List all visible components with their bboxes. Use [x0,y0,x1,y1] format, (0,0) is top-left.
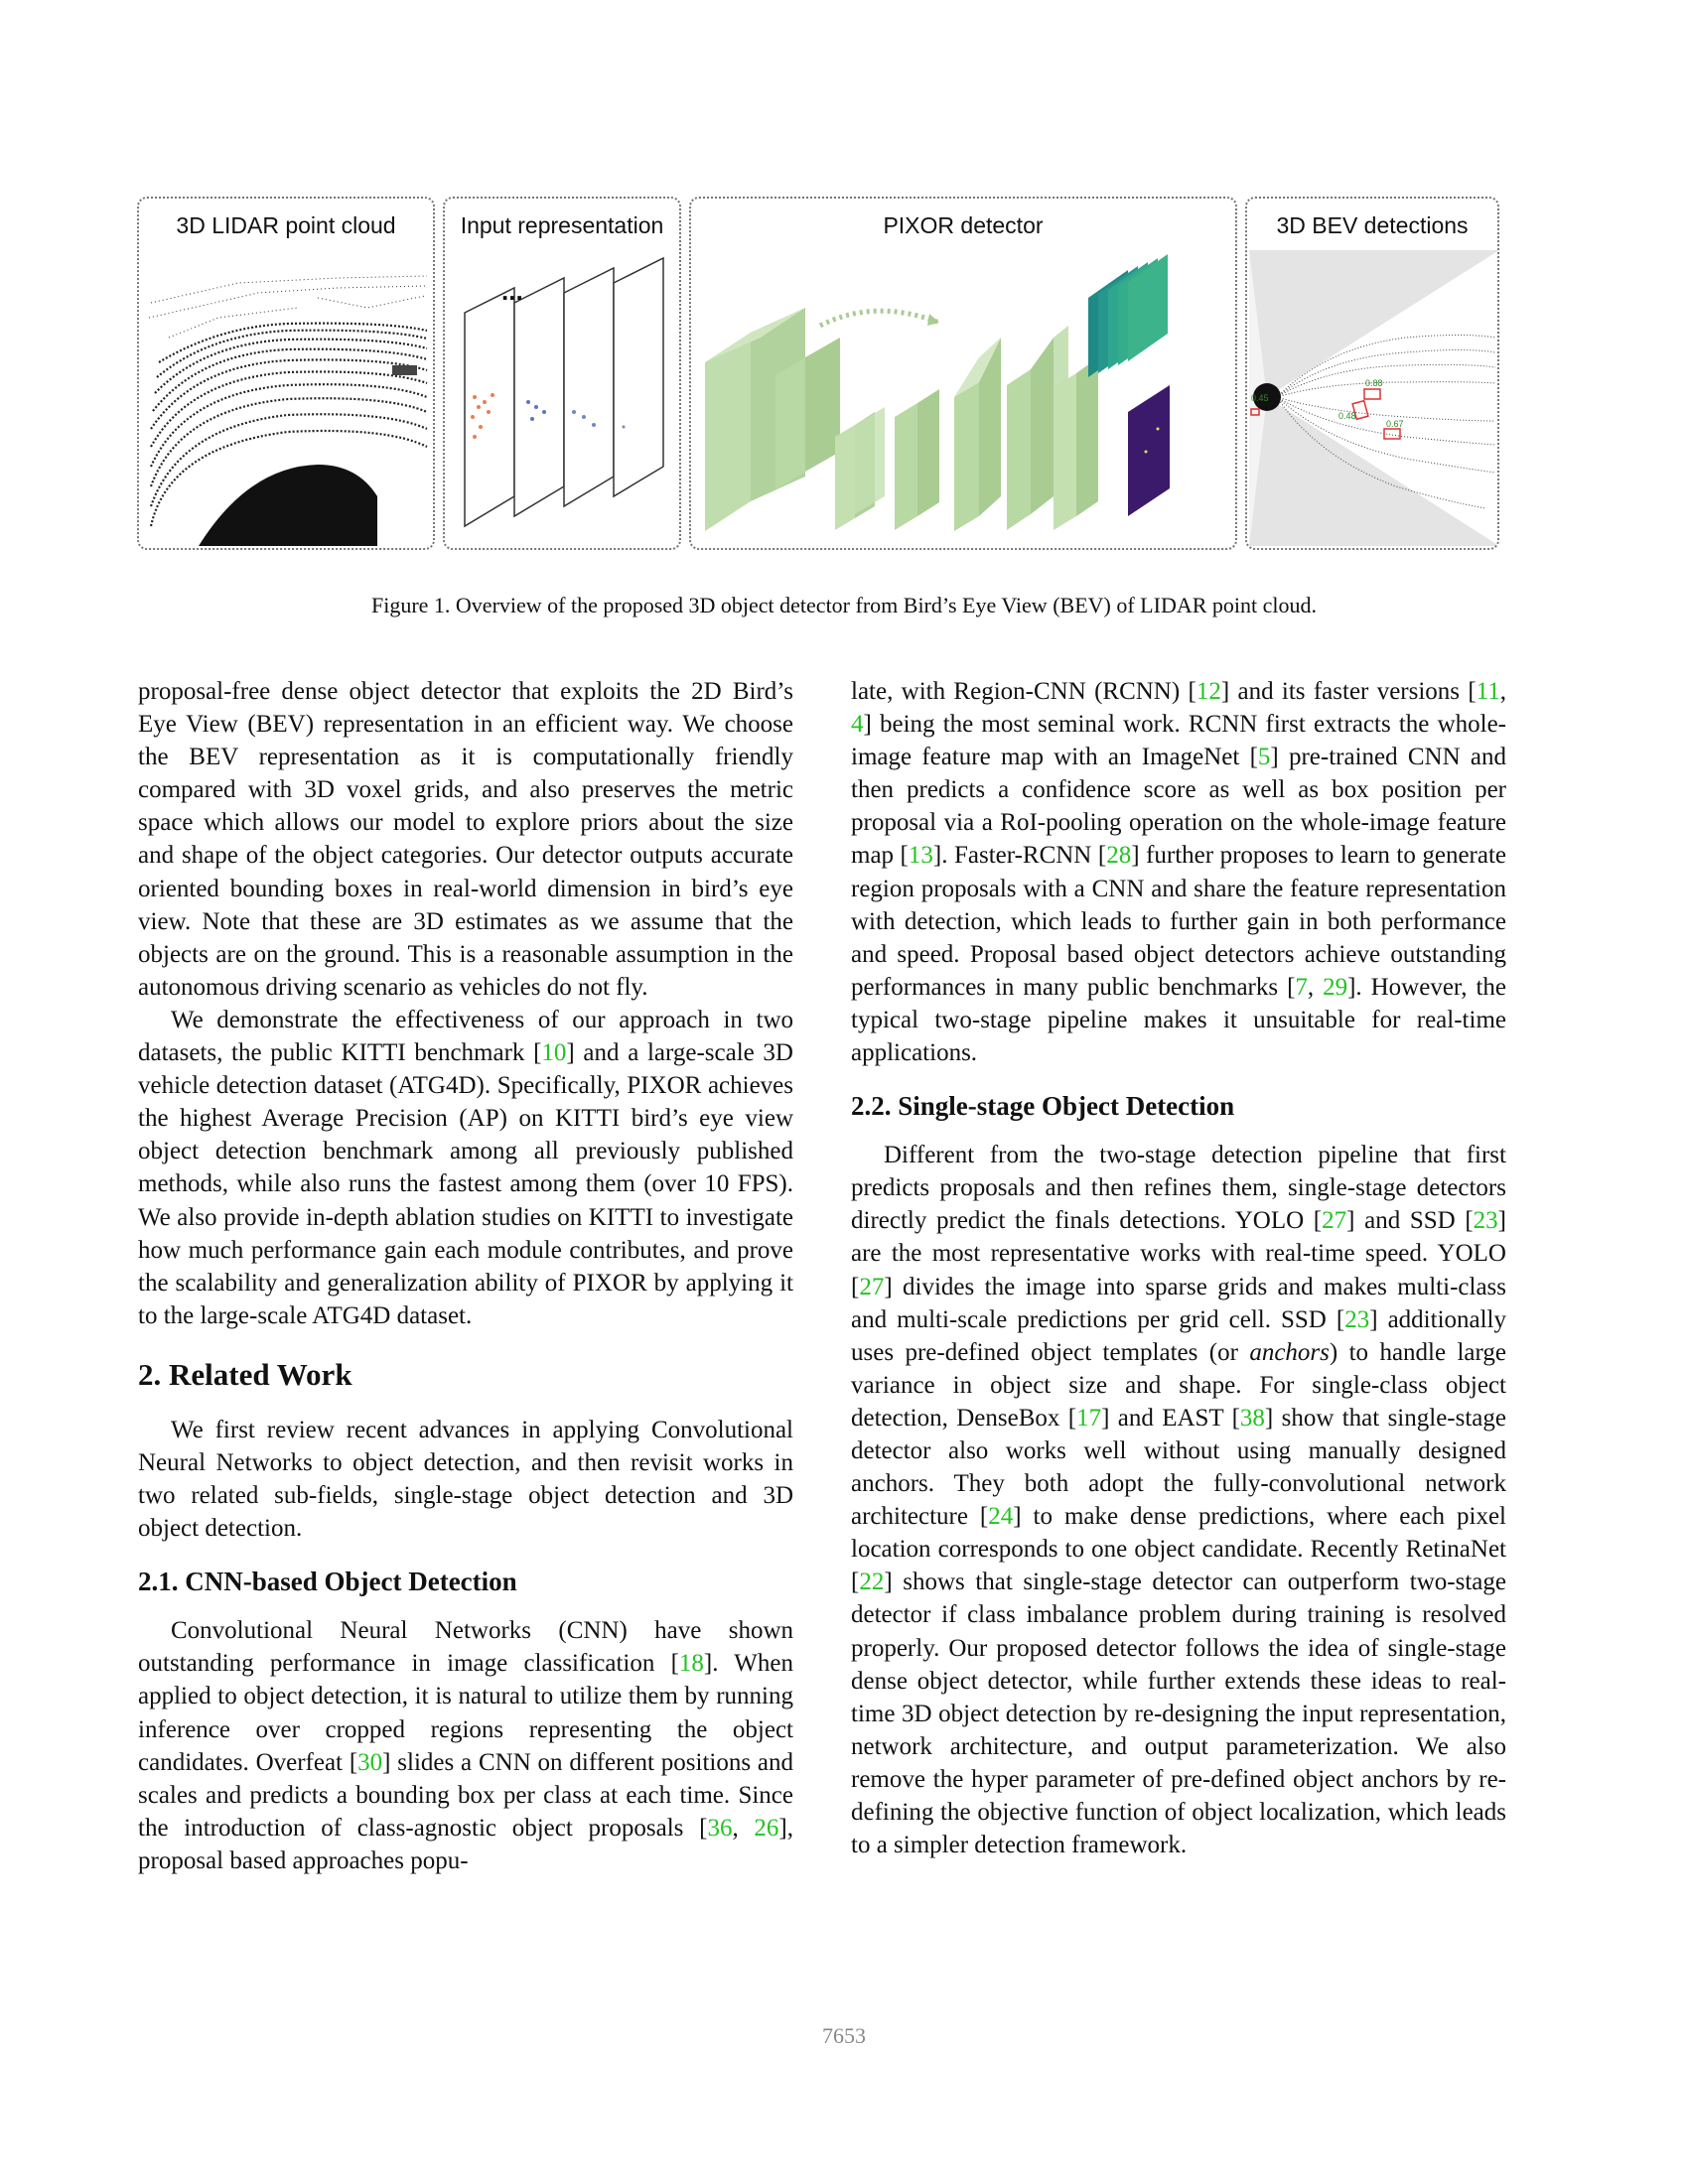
overview-figure [137,197,1499,554]
citation-link[interactable]: 10 [541,1039,567,1067]
citation-link[interactable]: 11 [1476,678,1500,705]
citation-link[interactable]: 23 [1473,1207,1498,1235]
lidar-point-cloud-image [139,199,435,550]
figure-caption: Figure 1. Overview of the proposed 3D object detector from Bird’s Eye View (BEV) of LIDAR point cloud. [370,593,1317,617]
page-number: 7653 [822,2023,866,2048]
right-column [851,675,1506,1861]
citation-link[interactable]: 22 [859,1569,885,1596]
citation-link[interactable]: 36 [707,1814,733,1842]
left-column [138,675,793,1877]
paragraph: proposal-free dense object detector that exploits the 2D Bird’s Eye View (BEV) representation in an efficient way. We choose the BEV representation as it is computationally friendly compared with 3D voxel grids, and also preserves the metric space which allows our model to explore priors about the size and shape of the object categories. Our detector outputs accurate oriented bounding boxes in real-world dimension in bird’s eye view. Note that these are 3D estimates as we assume that the objects are on the ground. This is a reasonable assumption in the autonomous driving scenario as vehicles do not fly. [138,678,793,1001]
cnn-feature-blocks [705,308,1098,531]
paragraph: Different from the two-stage detection pipeline that first predicts proposals and then refines them, single-stage detectors directly predict the finals detections. YOLO [27] and SSD [23] are the most representative works with real-time speed. YOLO [27] divides the image into sparse grids and makes multi-class and multi-scale predictions per grid cell. SSD [23] additionally uses pre-defined object templates (or anchors) to handle large variance in object size and shape. For single-class object detection, DenseBox [17] and EAST [38] show that single-stage detector also works well without using manually designed anchors. They both adopt the fully-convolutional network architecture [24] to make dense predictions, where each pixel location corresponds to one object candidate. Recently RetinaNet [22] shows that single-stage detector can outperform two-stage detector if class imbalance problem during training is resolved properly. Our proposed detector follows the idea of single-stage dense object detector, while further extends these ideas to real-time 3D object detection by re-designing the input representation, network architecture, and output parameterization. We also remove the hyper parameter of pre-defined object anchors by re-defining the objective function of object localization, which leads to a simpler detection framework. [851,1142,1507,1859]
lidar-panel [137,197,435,550]
citation-link[interactable]: 30 [357,1748,383,1776]
regression-output-maps [1088,254,1168,377]
citation-link[interactable]: 26 [754,1814,779,1842]
detections-image [1247,199,1499,550]
classification-output-map [1128,385,1170,516]
citation-link[interactable]: 23 [1344,1305,1370,1333]
score-label: 0.48 [1338,411,1356,421]
bev-detections-panel [1245,197,1499,550]
bev-slices-image [445,199,681,550]
citation-link[interactable]: 5 [1257,744,1271,771]
citation-link[interactable]: 29 [1323,973,1348,1001]
score-label: 0.88 [1365,378,1383,388]
citation-link[interactable]: 28 [1106,842,1132,870]
pixor-detector-panel [689,197,1237,550]
subsection-heading: 2.1. CNN-based Object Detection [138,1567,517,1597]
pixor-panel-title: PIXOR detector [883,212,1044,238]
paragraph: We demonstrate the effectiveness of our approach in two datasets, the public KITTI benchmark [10] and a large-scale 3D vehicle detection dataset (ATG4D). Specifically, PIXOR achieves the highest Average Precision (AP) on KITTI bird’s eye view object detection benchmark among all previously published methods, while also runs the fastest among them (over 10 FPS). We also provide in-depth ablation studies on KITTI to investigate how much performance gain each module contributes, and prove the scalability and generalization ability of PIXOR by applying it to the large-scale ATG4D dataset. [138,1006,793,1329]
network-architecture-diagram [691,199,1237,550]
paragraph: late, with Region-CNN (RCNN) [12] and its faster versions [11, 4] being the most seminal work. RCNN first extracts the whole-image feature map with an ImageNet [5] pre-trained CNN and then predicts a confidence score as well as box position per proposal via a RoI-pooling operation on the whole-image feature map [13]. Faster-RCNN [28] further proposes to learn to generate region proposals with a CNN and share the feature representation with detection, which leads to further gain in both performance and speed. Proposal based object detectors achieve outstanding performances in many public benchmarks [7, 29]. However, the typical two-stage pipeline makes it unsuitable for real-time applications. [851,678,1507,1067]
paragraph: We first review recent advances in applying Convolutional Neural Networks to object detection, and then revisit works in two related sub-fields, single-stage object detection and 3D object detection. [138,1416,793,1543]
paragraph: Convolutional Neural Networks (CNN) have shown outstanding performance in image classification [18]. When applied to object detection, it is natural to utilize them by running inference over cropped regions representing the object candidates. Overfeat [30] slides a CNN on different positions and scales and predicts a bounding box per class at each time. Since the introduction of class-agnostic object proposals [36, 26], proposal based approaches popu- [138,1617,793,1874]
citation-link[interactable]: 13 [908,842,933,870]
score-label: 0.67 [1386,419,1404,429]
citation-link[interactable]: 4 [851,711,864,739]
citation-link[interactable]: 17 [1076,1404,1102,1432]
score-label: 0.45 [1251,393,1269,403]
section-heading: 2. Related Work [138,1356,352,1392]
citation-link[interactable]: 24 [988,1503,1014,1531]
detections-panel-title: 3D BEV detections [1276,212,1469,238]
more-slices-ellipsis: ... [501,276,523,306]
citation-link[interactable]: 7 [1295,973,1308,1001]
subsection-heading: 2.2. Single-stage Object Detection [851,1091,1235,1122]
citation-link[interactable]: 27 [1322,1207,1347,1235]
citation-link[interactable]: 18 [678,1650,704,1678]
citation-link[interactable]: 12 [1196,678,1221,705]
lidar-panel-title: 3D LIDAR point cloud [176,212,396,238]
input-representation-panel [443,197,681,550]
input-panel-title: Input representation [460,212,664,238]
citation-link[interactable]: 38 [1239,1404,1265,1432]
citation-link[interactable]: 27 [859,1273,885,1300]
